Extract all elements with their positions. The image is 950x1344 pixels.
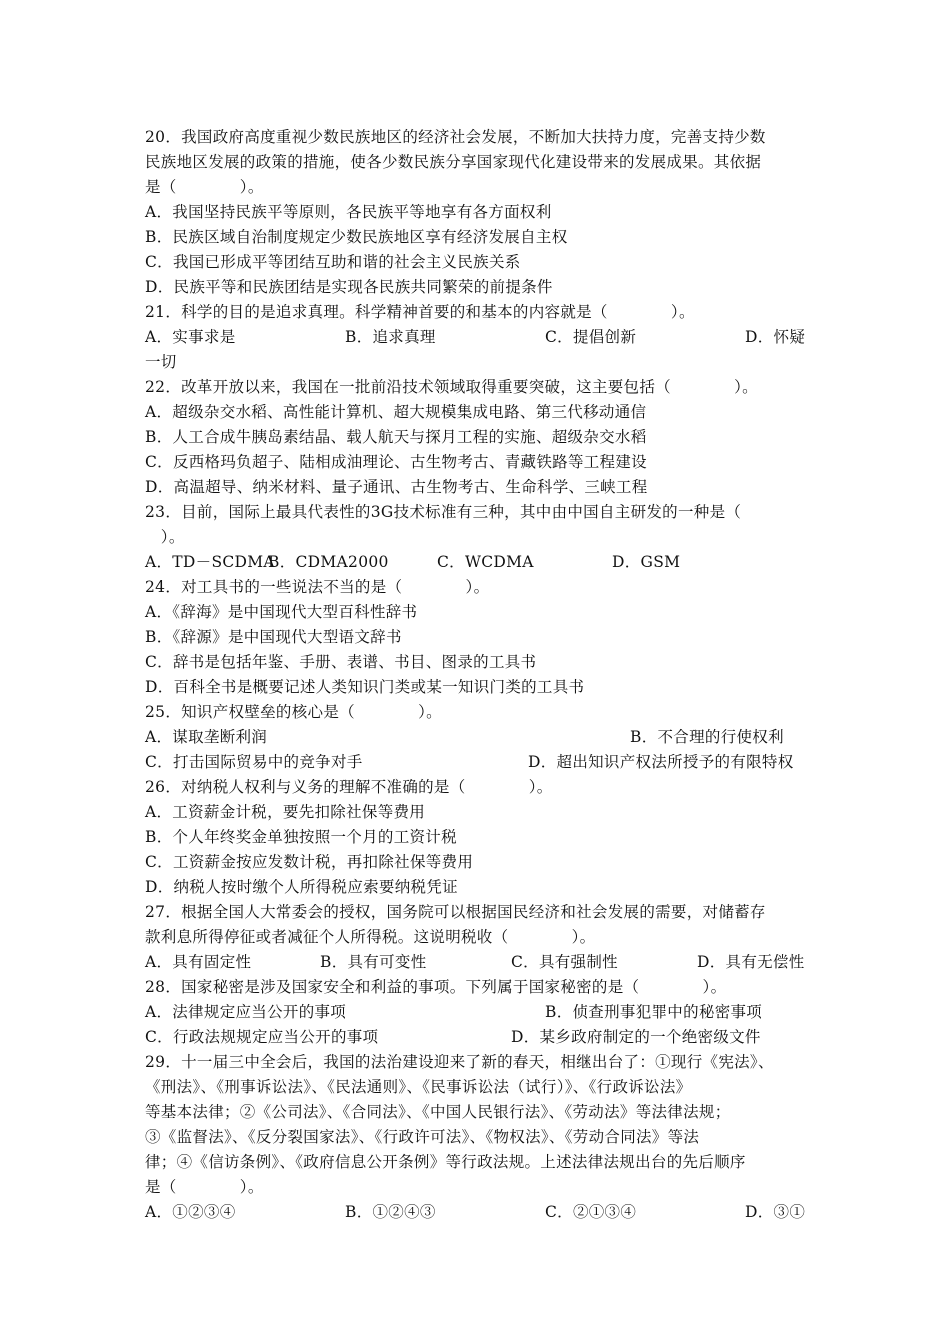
q25-option-b: B．不合理的行使权利 [630, 728, 784, 746]
q22-option-c: C．反西格玛负超子、陆相成油理论、古生物考古、青藏铁路等工程建设 [145, 453, 647, 471]
q22-stem: 22．改革开放以来，我国在一批前沿技术领域取得重要突破，这主要包括（ ）。 [145, 378, 758, 396]
q25-option-d: D．超出知识产权法所授予的有限特权 [528, 753, 794, 771]
q24-option-d: D．百科全书是概要记述人类知识门类或某一知识门类的工具书 [145, 678, 585, 696]
q26-option-a: A．工资薪金计税，要先扣除社保等费用 [145, 803, 426, 821]
q26-option-c: C．工资薪金按应发数计税，再扣除社保等费用 [145, 853, 474, 871]
q29-option-b: B．①②④③ [345, 1203, 436, 1221]
q23-option-a: A．TD－SCDMA [145, 553, 275, 571]
q21-option-d-continuation: 一切 [145, 353, 177, 371]
q23-stem-line-2: ）。 [145, 528, 185, 546]
q27-option-c: C．具有强制性 [511, 953, 618, 971]
q20-option-d: D．民族平等和民族团结是实现各民族共同繁荣的前提条件 [145, 278, 553, 296]
q27-option-b: B．具有可变性 [320, 953, 427, 971]
q29-option-d: D．③① [745, 1203, 806, 1221]
q23-option-c: C．WCDMA [437, 553, 534, 571]
q26-option-d: D．纳税人按时缴个人所得税应索要纳税凭证 [145, 878, 458, 896]
q20-stem-line-2: 民族地区发展的政策的措施，使各少数民族分享国家现代化建设带来的发展成果。其依据 [145, 153, 762, 171]
q21-stem: 21．科学的目的是追求真理。科学精神首要的和基本的内容就是（ ）。 [145, 303, 695, 321]
q27-stem-line-1: 27．根据全国人大常委会的授权，国务院可以根据国民经济和社会发展的需要，对储蓄存 [145, 903, 766, 921]
q23-option-d: D．GSM [612, 553, 681, 571]
q24-stem: 24．对工具书的一些说法不当的是（ ）。 [145, 578, 490, 596]
q22-option-b: B．人工合成牛胰岛素结晶、载人航天与探月工程的实施、超级杂交水稻 [145, 428, 647, 446]
q23-stem-line-1: 23．目前，国际上最具代表性的3G技术标准有三种，其中由中国自主研发的一种是（ [145, 503, 742, 521]
q27-stem-line-2: 款利息所得停征或者减征个人所得税。这说明税收（ ）。 [145, 928, 596, 946]
q25-option-c: C．打击国际贸易中的竞争对手 [145, 753, 363, 771]
q21-option-c: C．提倡创新 [545, 328, 637, 346]
q25-stem: 25．知识产权壁垒的核心是（ ）。 [145, 703, 442, 721]
q24-option-b: B．《辞源》是中国现代大型语文辞书 [145, 628, 402, 646]
q24-option-c: C．辞书是包括年鉴、手册、表谱、书目、图录的工具书 [145, 653, 537, 671]
q21-option-d: D．怀疑 [745, 328, 806, 346]
q29-stem-line-1: 29．十一届三中全会后，我国的法治建设迎来了新的春天，相继出台了：①现行《宪法》、 [145, 1053, 774, 1071]
q22-option-d: D．高温超导、纳米材料、量子通讯、古生物考古、生命科学、三峡工程 [145, 478, 648, 496]
q26-option-b: B．个人年终奖金单独按照一个月的工资计税 [145, 828, 457, 846]
q23-option-b: B．CDMA2000 [268, 553, 389, 571]
q20-stem-line-3: 是（ ）。 [145, 178, 264, 196]
q27-option-a: A．具有固定性 [145, 953, 252, 971]
q28-option-d: D．某乡政府制定的一个绝密级文件 [511, 1028, 761, 1046]
q20-option-b: B．民族区域自治制度规定少数民族地区享有经济发展自主权 [145, 228, 568, 246]
q29-option-c: C．②①③④ [545, 1203, 637, 1221]
q29-stem-line-4: ③《监督法》、《反分裂国家法》、《行政许可法》、《物权法》、《劳动合同法》等法 [145, 1128, 700, 1146]
q20-option-c: C．我国已形成平等团结互助和谐的社会主义民族关系 [145, 253, 521, 271]
q29-stem-line-3: 等基本法律；②《公司法》、《合同法》、《中国人民银行法》、《劳动法》等法律法规； [145, 1103, 731, 1121]
q29-stem-line-5: 律；④《信访条例》、《政府信息公开条例》等行政法规。上述法律法规出台的先后顺序 [145, 1153, 746, 1171]
q22-option-a: A．超级杂交水稻、高性能计算机、超大规模集成电路、第三代移动通信 [145, 403, 647, 421]
q28-stem: 28．国家秘密是涉及国家安全和利益的事项。下列属于国家秘密的是（ ）。 [145, 978, 727, 996]
q20-stem-line-1: 20．我国政府高度重视少数民族地区的经济社会发展，不断加大扶持力度，完善支持少数 [145, 128, 766, 146]
q21-option-a: A．实事求是 [145, 328, 236, 346]
q24-option-a: A．《辞海》是中国现代大型百科性辞书 [145, 603, 418, 621]
q27-option-d: D．具有无偿性 [697, 953, 805, 971]
q29-option-a: A．①②③④ [145, 1203, 236, 1221]
q28-option-c: C．行政法规规定应当公开的事项 [145, 1028, 379, 1046]
q28-option-b: B．侦查刑事犯罪中的秘密事项 [545, 1003, 763, 1021]
q21-option-b: B．追求真理 [345, 328, 436, 346]
q20-option-a: A．我国坚持民族平等原则，各民族平等地享有各方面权利 [145, 203, 552, 221]
q28-option-a: A．法律规定应当公开的事项 [145, 1003, 347, 1021]
q29-stem-line-2: 《刑法》、《刑事诉讼法》、《民法通则》、《民事诉讼法（试行）》、《行政诉讼法》 [145, 1078, 692, 1096]
q29-stem-line-6: 是（ ）。 [145, 1178, 264, 1196]
q26-stem: 26．对纳税人权利与义务的理解不准确的是（ ）。 [145, 778, 553, 796]
q25-option-a: A．谋取垄断利润 [145, 728, 268, 746]
